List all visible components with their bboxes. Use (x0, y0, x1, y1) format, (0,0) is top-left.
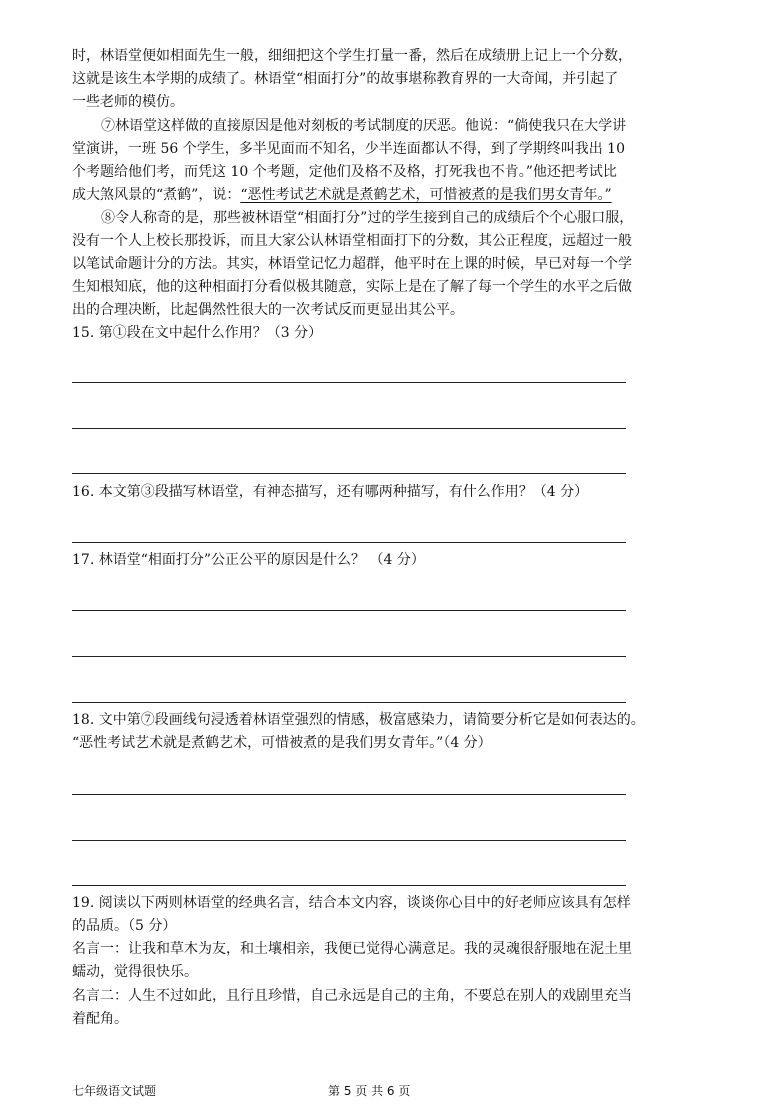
passage-line: 以笔试命题计分的方法。其实，林语堂记忆力超群，他平时在上课的时候，早已对每一个学 (72, 256, 632, 272)
passage-line: 这就是该生本学期的成绩了。林语堂“相面打分”的故事堪称教育界的一大奇闻，并引起了 (72, 71, 619, 87)
passage-line: ⑧令人称奇的是，那些被林语堂“相面打分”过的学生接到自己的成绩后个个心服口服， (101, 210, 634, 226)
quote-1: 名言一：让我和草木为友，和土壤相亲，我便已觉得心满意足。我的灵魂很舒服地在泥土里 (72, 941, 632, 957)
question-16: 16. 本文第③段描写林语堂，有神态描写，还有哪两种描写，有什么作用？（4 分） (72, 484, 589, 500)
answer-line[interactable] (72, 610, 626, 611)
passage-line: 一些老师的模仿。 (72, 94, 184, 110)
answer-line[interactable] (72, 794, 626, 795)
passage-line: 堂演讲，一班 56 个学生，多半见面而不知名，少半连面都认不得，到了学期终叫我出 10 (72, 141, 625, 157)
passage-line (72, 185, 612, 205)
quote-2: 名言二：人生不过如此，且行且珍惜，自己永远是自己的主角，不要总在别人的戏剧里充当 (72, 988, 632, 1004)
passage-line: 出的合理决断，比起偶然性很大的一次考试反而更显出其公平。 (72, 302, 464, 318)
answer-line[interactable] (72, 885, 626, 886)
passage-line: 时，林语堂便如相面先生一般，细细把这个学生打量一番，然后在成绩册上记上一个分数， (72, 48, 632, 64)
question-18-quote: “恶性考试艺术就是煮鹤艺术，可惜被煮的是我们男女青年。”（4 分） (72, 735, 492, 751)
answer-line[interactable] (72, 382, 626, 383)
answer-line[interactable] (72, 542, 626, 543)
answer-line[interactable] (72, 656, 626, 657)
question-15: 15. 第①段在文中起什么作用？（3 分） (72, 325, 323, 341)
passage-text: 成大煞风景的“煮鹤”，说： (72, 187, 241, 203)
passage-line: ⑦林语堂这样做的直接原因是他对刻板的考试制度的厌恶。他说：“倘使我只在大学讲 (101, 118, 627, 134)
underlined-sentence: “恶性考试艺术就是煮鹤艺术，可惜被煮的是我们男女青年。” (240, 187, 612, 203)
footer-page-number: 第 5 页 共 6 页 (328, 1084, 411, 1098)
question-17: 17. 林语堂“相面打分”公正公平的原因是什么？ （4 分） (72, 552, 425, 568)
quote-2: 着配角。 (72, 1011, 128, 1027)
passage-line: 生知根知底，他的这种相面打分看似极其随意，实际上是在了解了每一个学生的水平之后做 (72, 279, 632, 295)
footer-subject: 七年级语文试题 (72, 1084, 157, 1098)
quote-1: 蠕动，觉得很快乐。 (72, 964, 198, 980)
passage-line: 没有一个人上校长那投诉，而且大家公认林语堂相面打下的分数，其公正程度，远超过一般 (72, 233, 632, 249)
answer-line[interactable] (72, 473, 626, 474)
answer-line[interactable] (72, 840, 626, 841)
answer-line[interactable] (72, 428, 626, 429)
question-19: 19. 阅读以下两则林语堂的经典名言，结合本文内容，谈谈你心目中的好老师应该具有怎样 (72, 895, 631, 911)
question-19: 的品质。（5 分） (72, 918, 177, 934)
question-18: 18. 文中第⑦段画线句浸透着林语堂强烈的情感，极富感染力，请简要分析它是如何表达的。 (72, 712, 645, 728)
passage-line: 个考题给他们考，而凭这 10 个考题，定他们及格不及格，打死我也不肯。”他还把考试比 (72, 164, 617, 180)
answer-line[interactable] (72, 702, 626, 703)
